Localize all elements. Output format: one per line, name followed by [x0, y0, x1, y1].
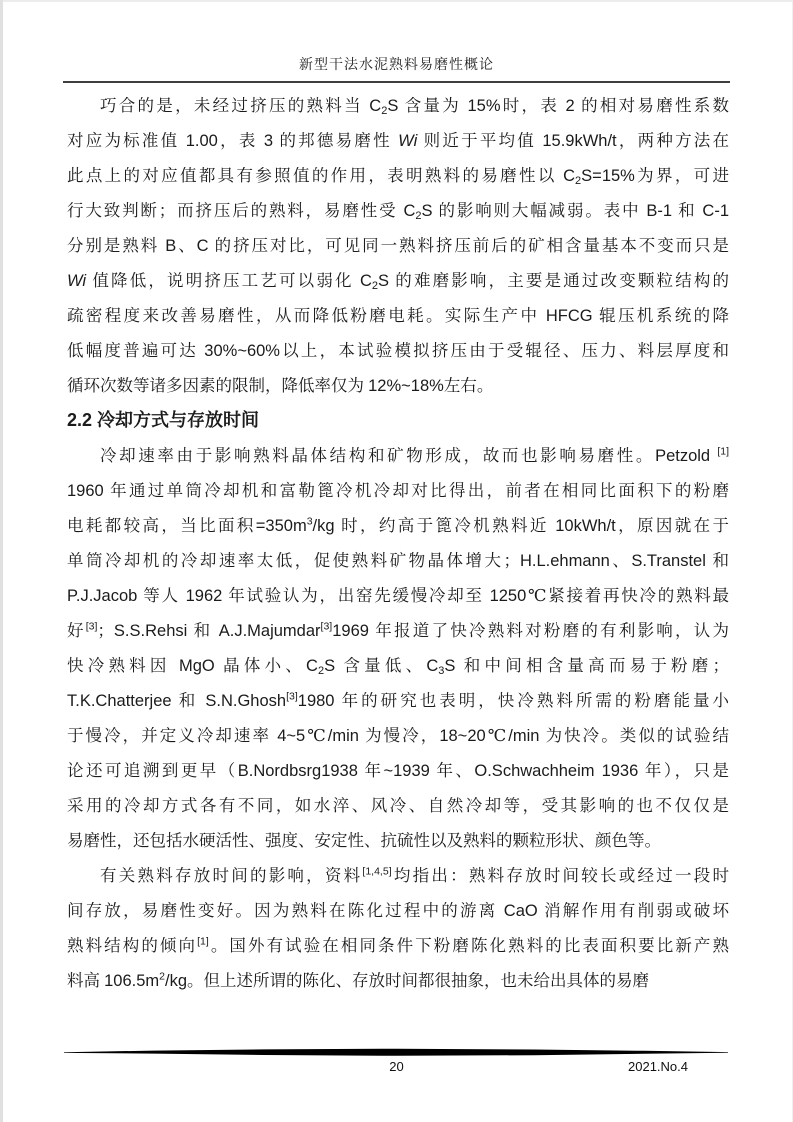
- text-line: Wi 值降低，说明挤压工艺可以弱化 C2S 的难磨影响，主要是通过改变颗粒结构的: [67, 271, 729, 292]
- text-line: 易磨性，还包括水硬活性、强度、安定性、抗硫性以及熟料的颗粒形状、颜色等。: [67, 831, 661, 850]
- running-head-title: 新型干法水泥熟料易磨性概论: [299, 58, 494, 73]
- text-line: 低幅度普遍可达 30%~60%以上，本试验模拟挤压由于受辊径、压力、料层厚度和: [67, 341, 729, 360]
- text-line: 料高 $106.5m^2/kg$。但上述所谓的陈化、存放时间都很抽象，也未给出具体的易磨: [67, 970, 650, 990]
- text-line: 好[3]；S.S.Rehsi 和 A.J.Majumdar[3]1969 年报道了快冷熟料对粉磨的有利影响，认为: [67, 620, 729, 640]
- text-line: 单筒冷却机的冷却速率太低，促使熟料矿物晶体增大；H.L.ehmann、S.Transtel 和: [67, 551, 729, 570]
- text-line: 对应为标准值 1.00，表 3 的邦德易磨性 Wi 则近于平均值 15.9kWh/t，两种方法在: [67, 131, 729, 150]
- text-line: 采用的冷却方式各有不同，如水淬、风冷、自然冷却等，受其影响的也不仅仅是: [67, 796, 729, 815]
- text-line: 论还可追溯到更早（B.Nordbsrg1938 年~1939 年、O.Schwachheim 1936 年），只是: [67, 761, 729, 780]
- header-rule: [63, 81, 730, 83]
- text-line: 熟料结构的倾向[1]。国外有试验在相同条件下粉磨陈化熟料的比表面积要比新产熟: [67, 935, 729, 955]
- text-line: 电耗都较高，当比面积$=350m^3/kg$ 时，约高于篦冷机熟料近 10kWh/t，原因就在于: [67, 515, 729, 535]
- text-line: 间存放，易磨性变好。因为熟料在陈化过程中的游离 CaO 消解作用有削弱或破坏: [67, 901, 729, 920]
- text-line: 冷却速率由于影响熟料晶体结构和矿物形成，故而也影响易磨性。Petzold [1]: [100, 445, 729, 465]
- text-line: 1960 年通过单筒冷却机和富勒篦冷机冷却对比得出，前者在相同比面积下的粉磨: [67, 481, 729, 500]
- text-line: T.K.Chatterjee 和 S.N.Ghosh[3]1980 年的研究也表明，快冷熟料所需的粉磨能量小: [67, 690, 729, 710]
- text-line: 疏密程度来改善易磨性，从而降低粉磨电耗。实际生产中 HFCG 辊压机系统的降: [67, 306, 729, 325]
- footer-issue-label: 2021.No.4: [628, 1059, 688, 1074]
- section-heading: 2.2 冷却方式与存放时间: [67, 410, 260, 430]
- text-line: 巧合的是，未经过挤压的熟料当 C2S 含量为 15%时，表 2 的相对易磨性系数: [100, 96, 729, 117]
- text-line: 行大致判断；而挤压后的熟料，易磨性受 C2S 的影响则大幅减弱。表中 B-1 和 C-1: [67, 201, 729, 222]
- footer-page-number: 20: [389, 1059, 404, 1074]
- text-line: 此点上的对应值都具有参照值的作用，表明熟料的易磨性以 C2S=15%为界，可进: [67, 166, 729, 187]
- text-line: 快冷熟料因 MgO 晶体小、C2S 含量低、C3S 和中间相含量高而易于粉磨；: [67, 656, 729, 677]
- text-line: 循环次数等诸多因素的限制，降低率仅为 12%~18%左右。: [67, 376, 494, 395]
- body-text: [67, 88, 729, 998]
- footer-rule: [64, 1048, 728, 1056]
- text-line: 分别是熟料 B、C 的挤压对比，可见同一熟料挤压前后的矿相含量基本不变而只是: [67, 236, 729, 255]
- text-line: 有关熟料存放时间的影响，资料[1,4,5]均指出：熟料存放时间较长或经过一段时: [100, 865, 729, 885]
- text-line: P.J.Jacob 等人 1962 年试验认为，出窑先缓慢冷却至 1250℃紧接着再快冷的熟料最: [67, 586, 729, 605]
- text-line: 于慢冷，并定义冷却速率 4~5℃/min 为慢冷，18~20℃/min 为快冷。类似的试验结: [67, 726, 729, 745]
